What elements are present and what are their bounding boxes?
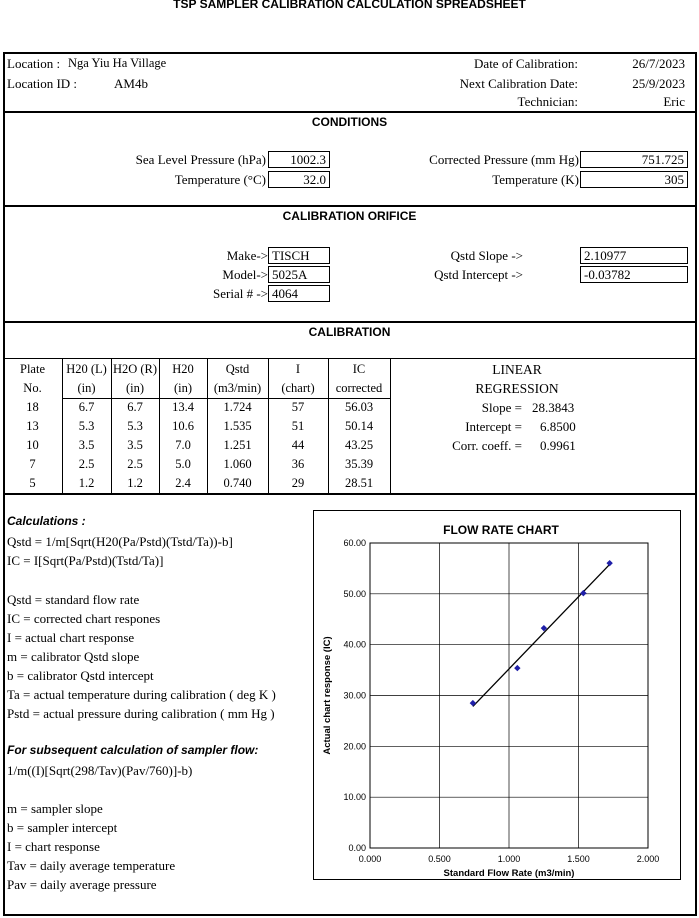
definition-line: m = calibrator Qstd slope <box>7 649 140 664</box>
calibration-date-value: 26/7/2023 <box>632 56 685 71</box>
definition-line: IC = corrected chart respones <box>7 611 161 626</box>
table-header-unit: corrected <box>335 381 383 395</box>
sampler-formula: 1/m((I)[Sqrt(298/Tav)(Pav/760)]-b) <box>7 763 193 778</box>
table-header-cell: I <box>295 362 301 376</box>
table-header-cell: Plate <box>20 362 45 376</box>
location-value: Nga Yiu Ha Village <box>68 56 167 70</box>
table-cell: 56.03 <box>344 400 374 414</box>
table-cell: 7 <box>29 457 36 471</box>
divider <box>3 321 697 323</box>
table-cell: 6.7 <box>127 400 143 414</box>
table-cell: 1.724 <box>223 400 252 414</box>
table-cell: 13 <box>26 419 39 433</box>
flow-rate-chart <box>313 510 681 880</box>
regression-intercept-value: 6.8500 <box>540 419 576 434</box>
temperature-c-value: 32.0 <box>268 171 330 188</box>
make-label: Make-> <box>226 248 268 263</box>
table-cell: 28.51 <box>344 476 374 490</box>
location-label: Location : <box>7 56 61 71</box>
y-tick-label: 0.00 <box>348 843 366 853</box>
definition-line: Pstd = actual pressure during calibration ( mm Hg ) <box>7 706 275 721</box>
table-cell: 10 <box>26 438 39 452</box>
y-tick-label: 20.00 <box>343 741 366 752</box>
table-cell: 2.5 <box>78 457 95 471</box>
table-cell: 3.5 <box>78 438 95 452</box>
table-cell: 51 <box>291 419 305 433</box>
table-header-cell: H20 (L) <box>66 362 107 376</box>
table-cell: 44 <box>291 438 305 452</box>
table-cell: 5 <box>29 476 36 490</box>
table-header-unit: (in) <box>125 381 145 395</box>
regression-subtitle: REGRESSION <box>475 381 559 396</box>
sampler-definition-line: b = sampler intercept <box>7 820 118 835</box>
table-header-cell: H2O (R) <box>112 362 158 376</box>
technician-value: Eric <box>663 94 685 109</box>
chart-title: FLOW RATE CHART <box>443 523 559 537</box>
table-header-divider <box>62 398 390 399</box>
table-header-unit: (in) <box>77 381 96 395</box>
y-axis-label: Actual chart response (IC) <box>322 636 333 755</box>
table-cell: 6.7 <box>78 400 95 414</box>
x-tick-label: 0.500 <box>428 854 451 864</box>
table-cell: 5.3 <box>127 419 143 433</box>
table-cell: 5.0 <box>175 457 191 471</box>
serial-value: 4064 <box>268 285 330 302</box>
qstd-slope-value: 2.10977 <box>580 247 688 264</box>
table-header-unit: (chart) <box>281 381 315 395</box>
table-cell: 1.251 <box>223 438 252 452</box>
corrected-pressure-value: 751.725 <box>580 151 688 168</box>
location-id-label: Location ID : <box>7 76 78 91</box>
table-cell: 7.0 <box>175 438 191 452</box>
table-cell: 1.060 <box>223 457 252 471</box>
definition-line: Qstd = standard flow rate <box>7 592 140 607</box>
model-label: Model-> <box>222 267 268 282</box>
y-tick-label: 30.00 <box>343 690 366 701</box>
model-value: 5025A <box>268 266 330 283</box>
y-tick-label: 40.00 <box>343 639 366 650</box>
sea-level-pressure-value: 1002.3 <box>268 151 330 168</box>
formula-line: Qstd = 1/m[Sqrt(H20(Pa/Pstd)(Tstd/Ta))-b] <box>7 534 233 549</box>
regression-corr-label: Corr. coeff. = <box>452 438 522 453</box>
qstd-intercept-label: Qstd Intercept -> <box>434 267 523 282</box>
page-title: TSP SAMPLER CALIBRATION CALCULATION SPREADSHEET <box>173 0 526 11</box>
sampler-definition-line: m = sampler slope <box>7 801 103 816</box>
table-cell: 10.6 <box>172 419 194 433</box>
divider <box>3 205 697 207</box>
sampler-definition-line: I = chart response <box>7 839 100 854</box>
next-calibration-value: 25/9/2023 <box>632 76 685 91</box>
sampler-definition-line: Tav = daily average temperature <box>7 858 176 873</box>
y-tick-label: 50.00 <box>343 588 366 599</box>
temperature-c-label: Temperature (°C) <box>174 172 266 187</box>
table-header-unit: No. <box>23 381 42 395</box>
chart-border <box>314 511 681 880</box>
table-cell: 35.39 <box>344 457 374 471</box>
table-cell: 2.4 <box>175 476 191 490</box>
table-cell: 5.3 <box>78 419 95 433</box>
regression-corr-value: 0.9961 <box>540 438 576 453</box>
temperature-k-value: 305 <box>580 171 688 188</box>
temperature-k-label: Temperature (K) <box>492 172 579 187</box>
calculations-heading: Calculations : <box>7 514 86 528</box>
corrected-pressure-label: Corrected Pressure (mm Hg) <box>429 152 579 167</box>
qstd-intercept-value: -0.03782 <box>580 266 688 283</box>
table-cell: 2.5 <box>127 457 143 471</box>
table-cell: 50.14 <box>344 419 374 433</box>
next-calibration-label: Next Calibration Date: <box>459 76 578 91</box>
table-header-cell: Qstd <box>225 362 250 376</box>
table-cell: 57 <box>291 400 305 414</box>
serial-label: Serial # -> <box>213 286 268 301</box>
regression-slope-label: Slope = <box>481 400 522 415</box>
table-cell: 1.535 <box>223 419 252 433</box>
table-header-cell: H20 <box>172 362 194 376</box>
table-cell: 1.2 <box>127 476 143 490</box>
table-cell: 13.4 <box>172 400 194 414</box>
table-cell: 18 <box>26 400 39 414</box>
table-cell: 43.25 <box>344 438 374 452</box>
divider <box>3 358 697 359</box>
table-column-line <box>390 358 391 493</box>
table-header-unit: (m3/min) <box>213 381 262 395</box>
sea-level-pressure-label: Sea Level Pressure (hPa) <box>135 152 266 167</box>
divider <box>3 493 697 495</box>
x-tick-label: 1.000 <box>497 854 521 864</box>
table-cell: 0.740 <box>223 476 252 490</box>
technician-label: Technician: <box>517 94 578 109</box>
location-id-value: AM4b <box>114 76 148 91</box>
definition-line: Ta = actual temperature during calibration ( deg K ) <box>7 687 276 702</box>
definition-line: b = calibrator Qstd intercept <box>7 668 154 683</box>
orifice-heading: CALIBRATION ORIFICE <box>282 209 417 223</box>
calibration-date-label: Date of Calibration: <box>474 56 578 71</box>
definition-line: I = actual chart response <box>7 630 135 645</box>
conditions-heading: CONDITIONS <box>311 115 388 129</box>
table-cell: 36 <box>291 457 305 471</box>
table-cell: 3.5 <box>127 438 143 452</box>
y-tick-label: 60.00 <box>343 538 366 548</box>
subsequent-heading: For subsequent calculation of sampler flow: <box>7 743 259 757</box>
x-axis-label: Standard Flow Rate (m3/min) <box>443 868 575 879</box>
formula-line: IC = I[Sqrt(Pa/Pstd)(Tstd/Ta)] <box>7 553 164 568</box>
regression-intercept-label: Intercept = <box>465 419 522 434</box>
table-cell: 1.2 <box>78 476 95 490</box>
sampler-definition-line: Pav = daily average pressure <box>7 877 157 892</box>
table-header-cell: IC <box>352 362 366 376</box>
table-cell: 29 <box>291 476 305 490</box>
make-value: TISCH <box>268 247 330 264</box>
x-tick-label: 2.000 <box>636 854 660 864</box>
qstd-slope-label: Qstd Slope -> <box>450 248 523 263</box>
y-tick-label: 10.00 <box>343 792 366 803</box>
divider <box>3 111 697 113</box>
regression-slope-value: 28.3843 <box>532 400 575 415</box>
calibration-heading: CALIBRATION <box>308 325 391 339</box>
x-tick-label: 0.000 <box>358 854 382 864</box>
x-tick-label: 1.500 <box>567 854 590 864</box>
table-header-unit: (in) <box>173 381 193 395</box>
regression-title: LINEAR <box>492 362 542 377</box>
